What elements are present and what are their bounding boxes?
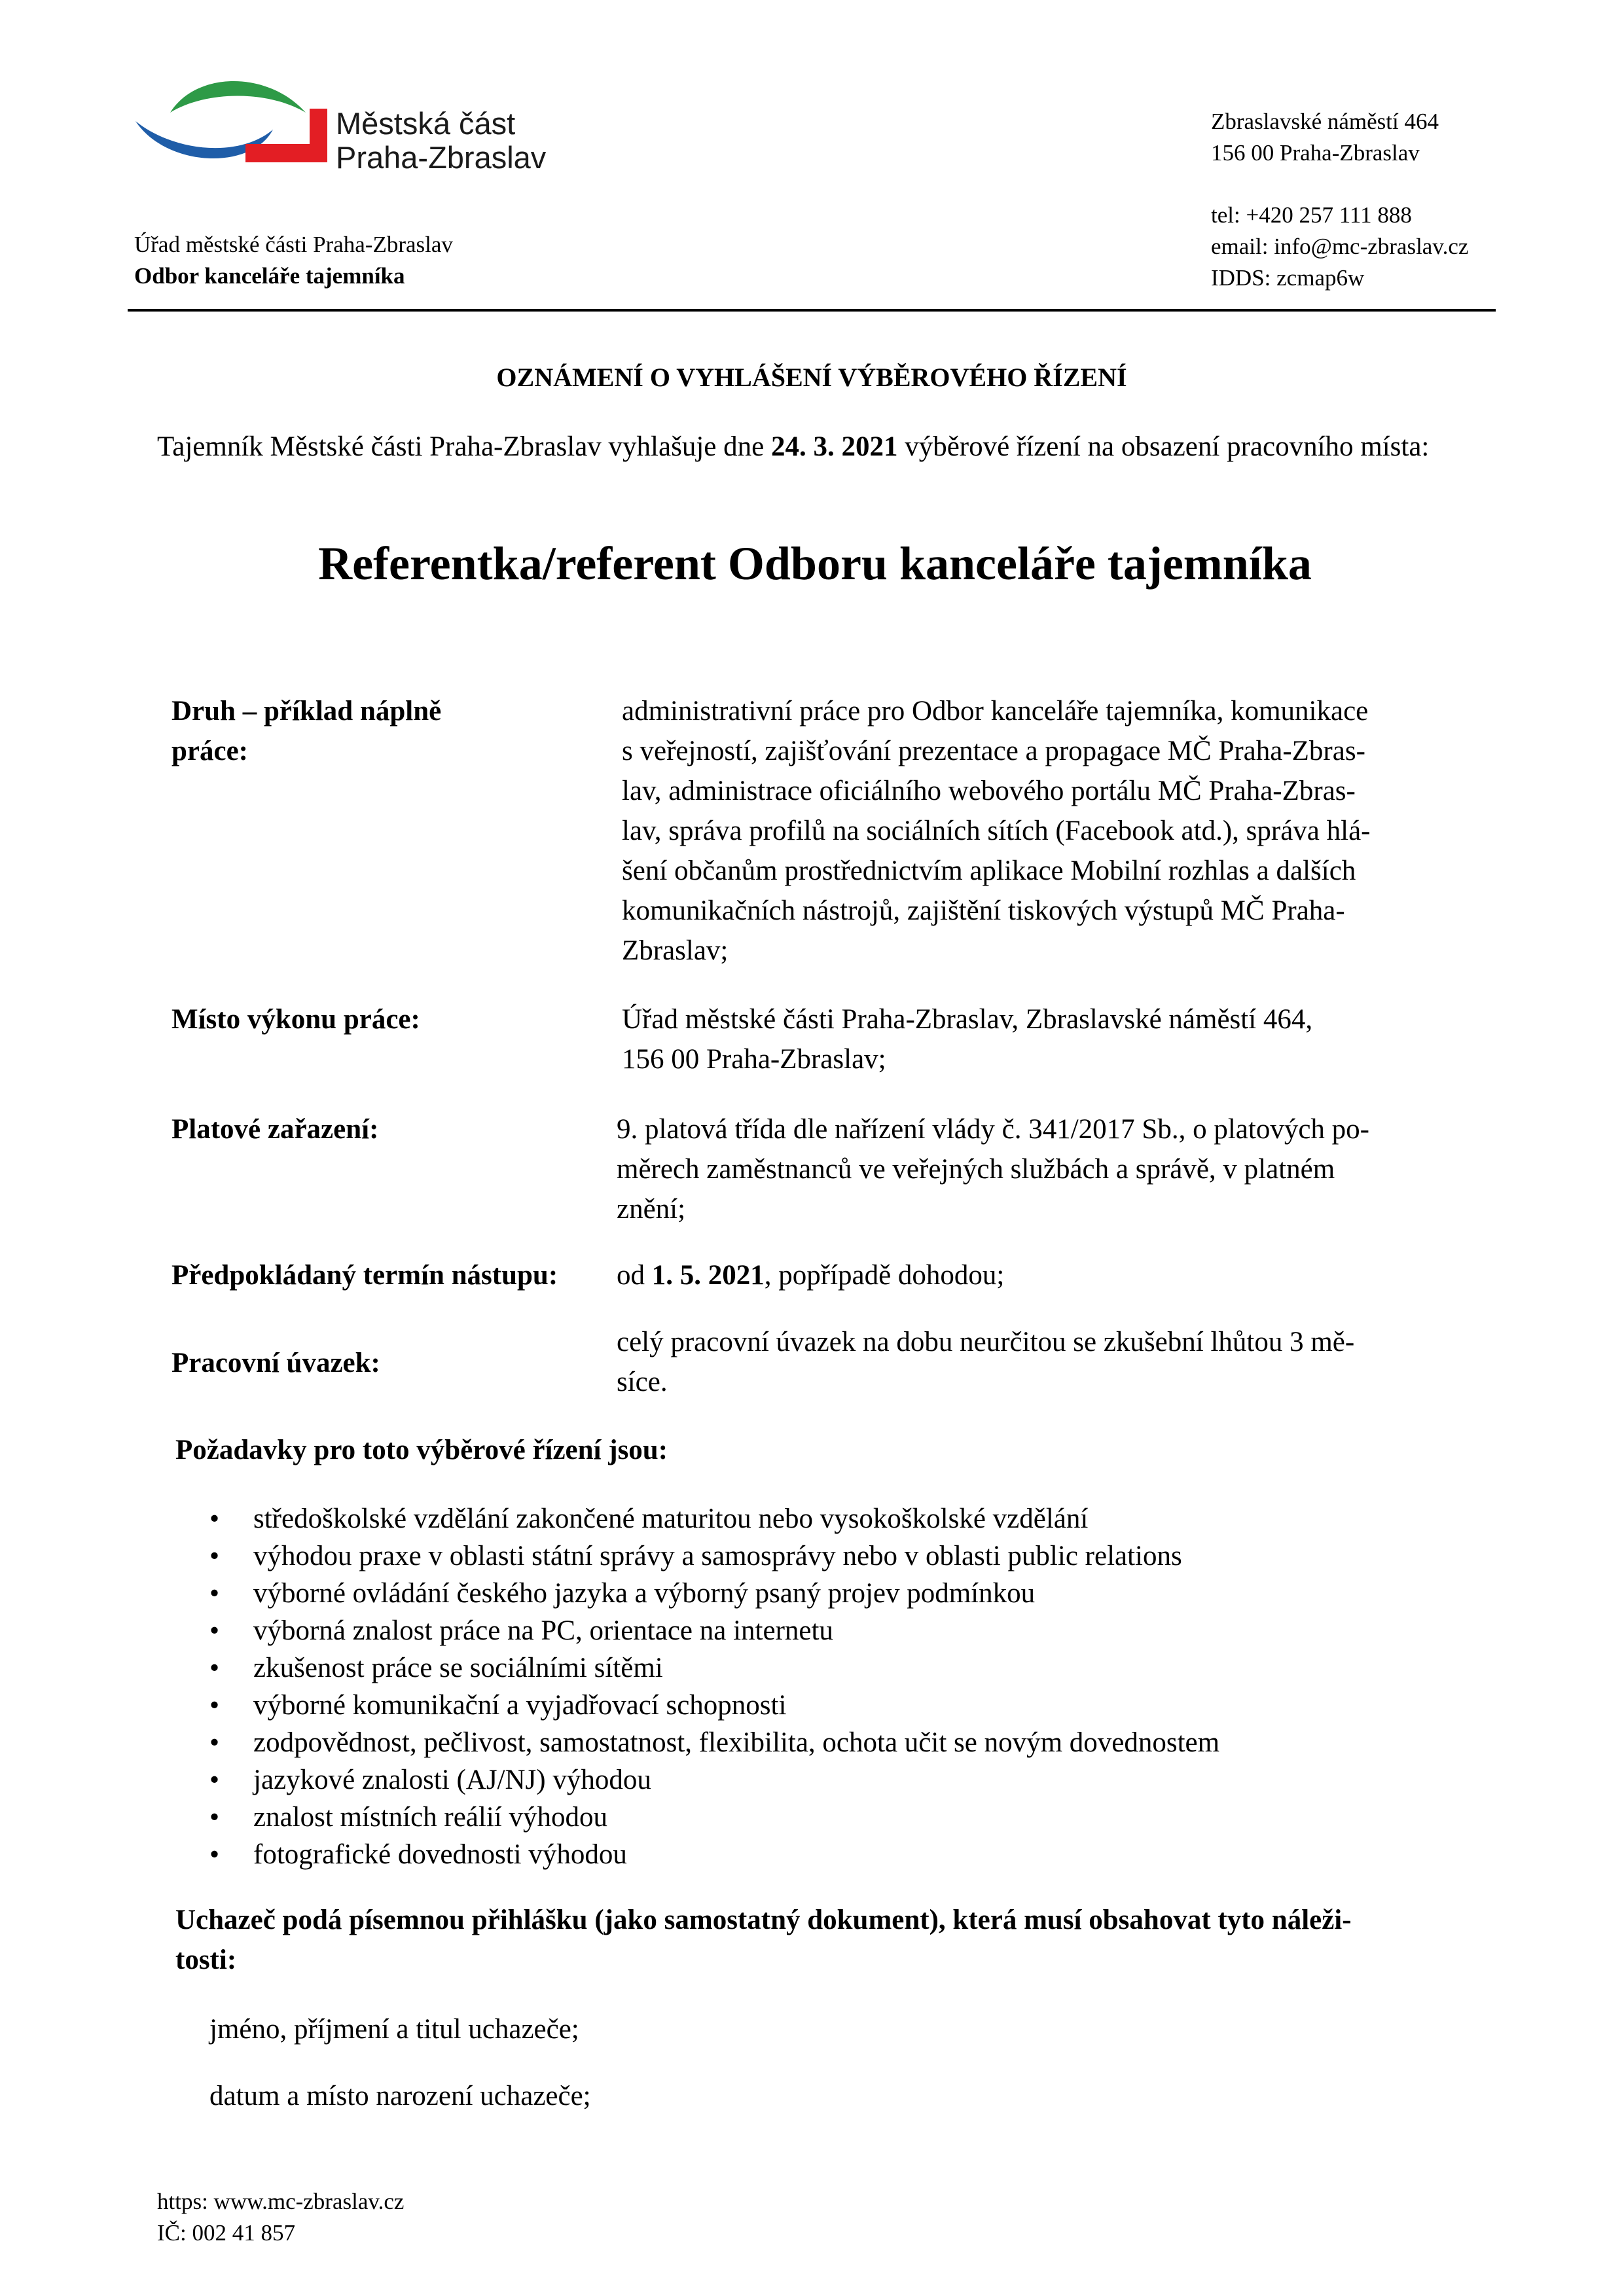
duty-line: lav, administrace oficiálního webového portálu MČ Praha-Zbras-: [622, 776, 1356, 806]
contract-label: Pracovní úvazek:: [171, 1348, 380, 1378]
salary-value: [617, 1109, 1438, 1229]
office-block: [134, 229, 453, 292]
list-item: • výborné komunikační a vyjadřovací schopnosti: [209, 1687, 1219, 1724]
duty-label: [171, 691, 441, 771]
address-line-2: 156 00 Praha-Zbraslav: [1211, 140, 1420, 166]
start-prefix: od: [617, 1260, 652, 1291]
duty-line: lav, správa profilů na sociálních sítích (Facebook atd.), správa hlá-: [622, 816, 1371, 846]
address-block: [1211, 106, 1439, 169]
place-label: Místo výkonu práce:: [171, 1004, 420, 1035]
municipality-logo: [134, 79, 331, 170]
application-title-line-2: tosti:: [175, 1945, 237, 1975]
place-value: [622, 999, 1443, 1079]
header-divider: [128, 309, 1496, 312]
start-value: [617, 1255, 1438, 1295]
idds: IDDS: zcmap6w: [1211, 265, 1365, 291]
start-label: Předpokládaný termín nástupu:: [171, 1260, 558, 1291]
salary-line: znění;: [617, 1194, 686, 1225]
place-line: Úřad městské části Praha-Zbraslav, Zbraslavské náměstí 464,: [622, 1004, 1313, 1035]
logo-line-2: Praha-Zbraslav: [336, 140, 547, 175]
start-suffix: , popřípadě dohodou;: [764, 1260, 1005, 1291]
list-item: • středoškolské vzdělání zakončené maturitou nebo vysokoškolské vzdělání: [209, 1500, 1219, 1537]
contract-value: [617, 1322, 1438, 1402]
intro-text-after: výběrové řízení na obsazení pracovního místa:: [897, 431, 1430, 462]
start-date: 1. 5. 2021: [651, 1260, 765, 1291]
logo-red-block: [245, 109, 327, 162]
application-title-line-1: Uchazeč podá písemnou přihlášku (jako samostatný dokument), která musí obsahovat tyto náleži-: [175, 1905, 1352, 1935]
list-item: • výborné ovládání českého jazyka a výborný psaný projev podmínkou: [209, 1575, 1219, 1612]
intro-date: 24. 3. 2021: [770, 431, 898, 462]
contract-line: síce.: [617, 1367, 668, 1397]
logo-green-arc: [170, 81, 306, 113]
salary-line: měrech zaměstnanců ve veřejných službách a správě, v platném: [617, 1154, 1335, 1185]
duty-label-line-2: práce:: [171, 736, 248, 766]
salary-line: 9. platová třída dle nařízení vlády č. 341/2017 Sb., o platových po-: [617, 1114, 1369, 1145]
notice-intro: [157, 427, 1466, 467]
list-item: • jazykové znalosti (AJ/NJ) výhodou: [209, 1761, 1219, 1799]
logo-line-1: Městská část: [336, 106, 516, 141]
place-line: 156 00 Praha-Zbraslav;: [622, 1044, 886, 1075]
phone: tel: +420 257 111 888: [1211, 202, 1412, 228]
application-item: datum a místo narození uchazeče;: [209, 2081, 591, 2111]
footer: [157, 2186, 404, 2249]
requirements-title: Požadavky pro toto výběrové řízení jsou:: [175, 1435, 668, 1465]
logo-text: [336, 107, 546, 175]
list-item: • znalost místních reálií výhodou: [209, 1799, 1219, 1836]
list-item: • zkušenost práce se sociálními sítěmi: [209, 1649, 1219, 1687]
address-line-1: Zbraslavské náměstí 464: [1211, 109, 1439, 134]
salary-label: Platové zařazení:: [171, 1114, 379, 1145]
list-item: • fotografické dovednosti výhodou: [209, 1836, 1219, 1873]
list-item: • výborná znalost práce na PC, orientace na internetu: [209, 1612, 1219, 1649]
department-name: Odbor kanceláře tajemníka: [134, 263, 405, 289]
contract-line: celý pracovní úvazek na dobu neurčitou se zkušební lhůtou 3 mě-: [617, 1327, 1355, 1357]
duty-label-line-1: Druh – příklad náplně: [171, 696, 442, 726]
duty-line: šení občanům prostřednictvím aplikace Mobilní rozhlas a dalších: [622, 855, 1356, 886]
footer-ico: IČ: 002 41 857: [157, 2220, 295, 2246]
office-name: Úřad městské části Praha-Zbraslav: [134, 232, 453, 257]
duty-line: Zbraslav;: [622, 935, 729, 966]
list-item: • výhodou praxe v oblasti státní správy a samosprávy nebo v oblasti public relations: [209, 1537, 1219, 1575]
duty-value: [622, 691, 1443, 971]
contact-block: [1211, 200, 1468, 294]
notice-heading: OZNÁMENÍ O VYHLÁŠENÍ VÝBĚROVÉHO ŘÍZENÍ: [496, 363, 1127, 392]
email: email: info@mc-zbraslav.cz: [1211, 234, 1469, 259]
intro-text-before: Tajemník Městské části Praha-Zbraslav vyhlašuje dne: [157, 431, 771, 462]
job-title: Referentka/referent Odboru kanceláře tajemníka: [318, 537, 1312, 590]
duty-line: administrativní práce pro Odbor kanceláře tajemníka, komunikace: [622, 696, 1369, 726]
duty-line: komunikačních nástrojů, zajištění tiskových výstupů MČ Praha-: [622, 895, 1345, 926]
list-item: • zodpovědnost, pečlivost, samostatnost, flexibilita, ochota učit se novým dovednostem: [209, 1724, 1219, 1761]
footer-website: https: www.mc-zbraslav.cz: [157, 2189, 405, 2214]
application-title: [175, 1900, 1452, 1980]
requirements-list: [209, 1500, 1219, 1873]
duty-line: s veřejností, zajišťování prezentace a propagace MČ Praha-Zbras-: [622, 736, 1365, 766]
application-item: jméno, příjmení a titul uchazeče;: [209, 2014, 579, 2045]
